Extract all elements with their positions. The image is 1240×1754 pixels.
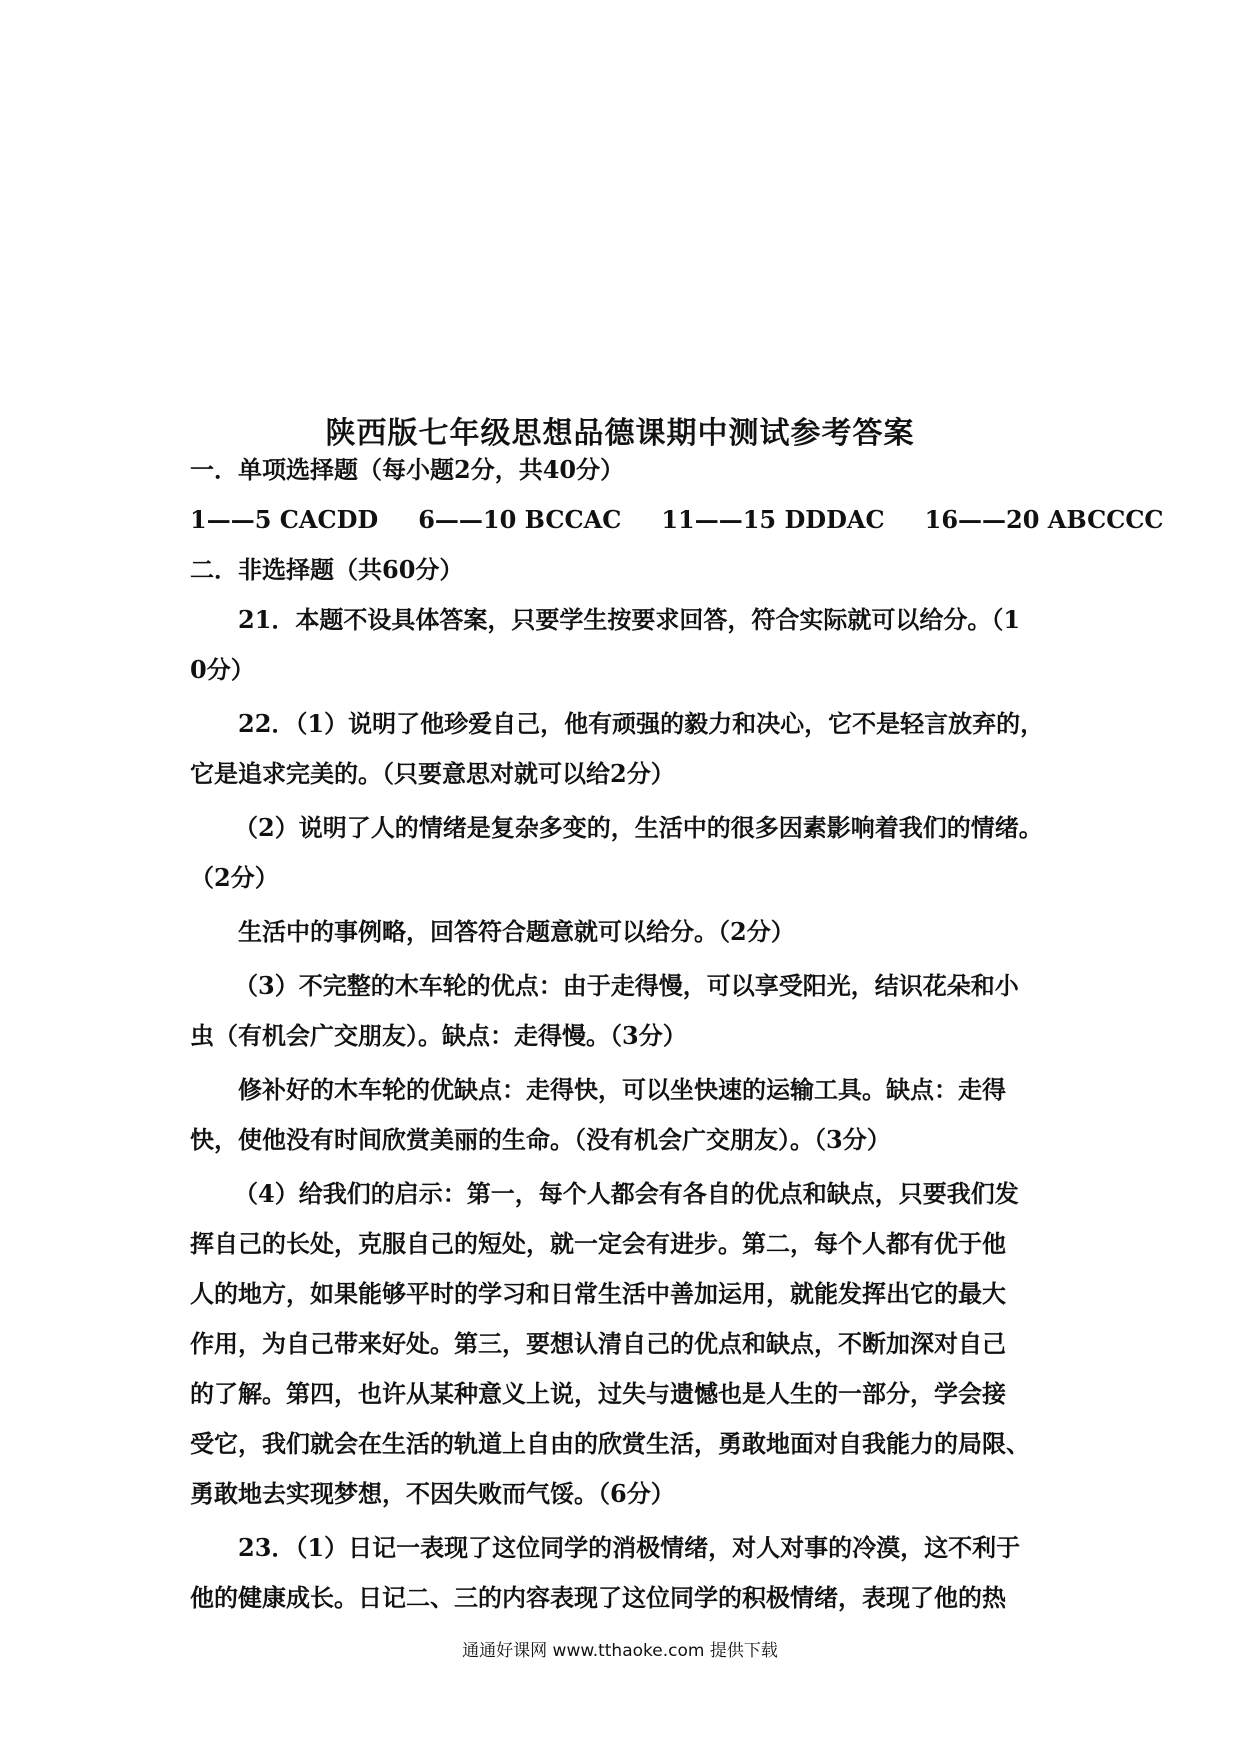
answer-line: （4）给我们的启示：第一，每个人都会有各自的优点和缺点，只要我们发 [234, 1179, 1019, 1208]
answer-group-4: 16——20 ABCCCC [924, 505, 1164, 534]
answer-group-1: 1——5 CACDD [190, 505, 379, 534]
section2-heading: 二．非选择题（共60分） [190, 555, 464, 584]
answer-line: （3）不完整的木车轮的优点：由于走得慢，可以享受阳光，结识花朵和小 [234, 971, 1019, 1000]
answer-line: 虫（有机会广交朋友）。缺点：走得慢。（3分） [190, 1021, 687, 1050]
answer-line: 21．本题不设具体答案，只要学生按要求回答，符合实际就可以给分。（1 [238, 605, 1021, 634]
page-title: 陕西版七年级思想品德课期中测试参考答案 [325, 416, 915, 451]
answer-line: 0分） [190, 655, 255, 684]
answer-line: 修补好的木车轮的优缺点：走得快，可以坐快速的运输工具。缺点：走得 [238, 1075, 1006, 1104]
answer-line: 的了解。第四，也许从某种意义上说，过失与遗憾也是人生的一部分，学会接 [190, 1379, 1006, 1408]
answer-line: （2）说明了人的情绪是复杂多变的，生活中的很多因素影响着我们的情绪。 [234, 813, 1043, 842]
answer-line: 生活中的事例略，回答符合题意就可以给分。（2分） [238, 917, 795, 946]
answer-line: 快，使他没有时间欣赏美丽的生命。（没有机会广交朋友）。（3分） [190, 1125, 891, 1154]
answer-line: 挥自己的长处，克服自己的短处，就一定会有进步。第二，每个人都有优于他 [190, 1229, 1006, 1258]
answer-key-row [190, 505, 1164, 534]
answer-line: 22．（1）说明了他珍爱自己，他有顽强的毅力和决心，它不是轻言放弃的， [238, 709, 1045, 738]
answer-line: 勇敢地去实现梦想，不因失败而气馁。（6分） [190, 1479, 675, 1508]
answer-line: 人的地方，如果能够平时的学习和日常生活中善加运用，就能发挥出它的最大 [190, 1279, 1006, 1308]
answer-line: （2分） [190, 863, 279, 892]
answer-line: 23．（1）日记一表现了这位同学的消极情绪，对人对事的冷漠，这不利于 [238, 1533, 1021, 1562]
answer-line: 它是追求完美的。（只要意思对就可以给2分） [190, 759, 675, 788]
answer-line: 作用，为自己带来好处。第三，要想认清自己的优点和缺点，不断加深对自己 [190, 1329, 1006, 1358]
page-footer: 通通好课网 www.tthaoke.com 提供下载 [462, 1641, 778, 1661]
answer-line: 受它，我们就会在生活的轨道上自由的欣赏生活，勇敢地面对自我能力的局限、 [190, 1429, 1030, 1458]
answer-line: 他的健康成长。日记二、三的内容表现了这位同学的积极情绪，表现了他的热 [190, 1583, 1006, 1612]
section1-heading: 一．单项选择题（每小题2分，共40分） [190, 455, 625, 484]
answer-group-2: 6——10 BCCAC [418, 505, 622, 534]
answer-group-3: 11——15 DDDAC [661, 505, 885, 534]
